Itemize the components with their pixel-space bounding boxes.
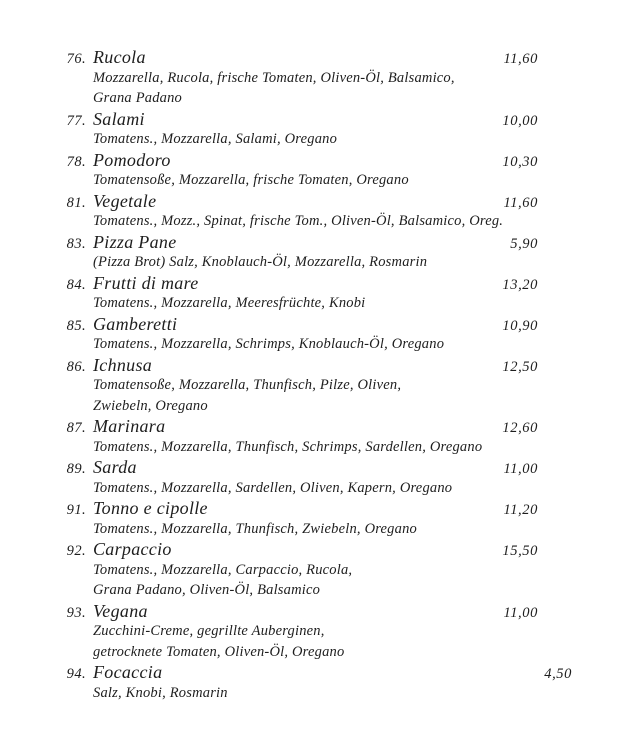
- menu-item-descriptions: [0, 252, 635, 273]
- menu-item-name: Ichnusa: [93, 354, 153, 375]
- menu-item-description-line: Tomatens., Mozzarella, Thunfisch, Zwiebeln, Oregano: [93, 520, 417, 537]
- menu-item-name: Vegetale: [93, 190, 157, 211]
- menu-item-description-line: (Pizza Brot) Salz, Knoblauch-Öl, Mozzarella, Rosmarin: [93, 254, 428, 270]
- menu-item-price: 15,50: [502, 543, 538, 559]
- menu-item: [0, 150, 635, 191]
- menu-item-head: [0, 539, 635, 560]
- menu-item-descriptions: [0, 683, 635, 704]
- menu-item-number: 77.: [66, 112, 86, 129]
- menu-item-description-line: Mozzarella, Rucola, frische Tomaten, Oliven-Öl, Balsamico,: [93, 69, 455, 86]
- menu-item-number: 87.: [66, 420, 86, 436]
- menu-item-number: 92.: [66, 543, 86, 559]
- menu-item: [0, 539, 635, 601]
- menu-item-price: 10,00: [502, 112, 538, 129]
- menu-item-description-line: Tomatens., Mozzarella, Carpaccio, Rucola,: [93, 561, 353, 578]
- menu-item-name: Gamberetti: [93, 313, 178, 334]
- menu-item-head: [0, 232, 635, 253]
- menu-item-head: [0, 498, 635, 519]
- menu-item-price: 12,50: [502, 358, 538, 375]
- menu-item-number: 76.: [66, 51, 86, 67]
- menu-item-number: 85.: [66, 317, 86, 334]
- menu-item: [0, 498, 635, 539]
- menu-item-head: [0, 109, 635, 130]
- menu-item: [0, 416, 635, 457]
- menu-item-price: 12,60: [502, 420, 538, 436]
- menu-item-price: 10,90: [502, 317, 538, 334]
- menu-item-number: 83.: [66, 235, 86, 252]
- menu-item: [0, 601, 635, 663]
- menu-item-description-line: Grana Padano: [93, 90, 182, 106]
- menu-item-descriptions: [0, 437, 635, 458]
- menu-item-price: 10,30: [502, 153, 538, 170]
- menu-item-descriptions: [0, 129, 635, 150]
- menu-item-name: Focaccia: [93, 662, 163, 682]
- menu-item-number: 91.: [66, 502, 86, 518]
- menu-item-name: Carpaccio: [93, 539, 172, 559]
- menu-item-head: [0, 273, 635, 294]
- menu-item-name: Salami: [93, 108, 145, 129]
- menu-item-number: 93.: [66, 604, 86, 621]
- menu-item: [0, 232, 635, 273]
- menu-item-description-line: Tomatens., Mozzarella, Thunfisch, Schrimps, Sardellen, Oregano: [93, 438, 483, 455]
- menu-item-name: Tonno e cipolle: [93, 498, 208, 518]
- menu-item-head: [0, 416, 635, 437]
- menu-item-description-line: Zwiebeln, Oregano: [93, 397, 208, 414]
- menu-item-descriptions: [0, 621, 635, 662]
- menu-item-description-line: Tomatens., Mozzarella, Schrimps, Knoblauch-Öl, Oregano: [93, 336, 445, 352]
- menu-item-descriptions: [0, 211, 635, 232]
- menu-item-price: 4,50: [544, 666, 572, 682]
- menu-item-description-line: Salz, Knobi, Rosmarin: [93, 684, 228, 701]
- menu-item-number: 84.: [66, 276, 86, 293]
- menu-item: [0, 47, 635, 109]
- menu-item-descriptions: [0, 519, 635, 540]
- menu-item-name: Sarda: [93, 457, 137, 477]
- menu-item-descriptions: [0, 560, 635, 601]
- menu-item-descriptions: [0, 478, 635, 499]
- menu-item-description-line: Tomatens., Mozzarella, Meeresfrüchte, Knobi: [93, 295, 366, 311]
- menu-item-head: [0, 662, 635, 683]
- menu-item-descriptions: [0, 293, 635, 314]
- menu-item-number: 78.: [66, 153, 86, 170]
- menu-item: [0, 109, 635, 150]
- menu-item-descriptions: [0, 334, 635, 355]
- menu-item-number: 94.: [66, 666, 86, 682]
- menu-item-name: Frutti di mare: [93, 272, 199, 293]
- menu-item-description-line: Tomatens., Mozzarella, Salami, Oregano: [93, 131, 338, 147]
- menu-item-number: 89.: [66, 461, 86, 477]
- menu-item-name: Vegana: [93, 600, 148, 621]
- menu-item-description-line: Tomatensoße, Mozzarella, Thunfisch, Pilze, Oliven,: [93, 377, 402, 393]
- menu-item-head: [0, 355, 635, 376]
- menu-item-price: 11,60: [503, 51, 538, 67]
- menu-item: [0, 457, 635, 498]
- menu-item-price: 5,90: [510, 235, 538, 252]
- menu-item-name: Marinara: [93, 416, 166, 436]
- menu-item: [0, 314, 635, 355]
- menu-item-head: [0, 314, 635, 335]
- menu-item-description-line: Tomatens., Mozzarella, Sardellen, Oliven, Kapern, Oregano: [93, 479, 453, 496]
- menu-item-descriptions: [0, 375, 635, 416]
- menu-item-price: 11,20: [503, 502, 538, 518]
- menu-item-description-line: Grana Padano, Oliven-Öl, Balsamico: [93, 582, 321, 598]
- menu-item: [0, 355, 635, 417]
- menu-item-descriptions: [0, 68, 635, 109]
- menu-item-head: [0, 150, 635, 171]
- menu-item-head: [0, 601, 635, 622]
- menu-item-name: Pizza Pane: [93, 231, 177, 252]
- menu-item-descriptions: [0, 170, 635, 191]
- menu-item: [0, 191, 635, 232]
- menu-item-description-line: Tomatensoße, Mozzarella, frische Tomaten, Oregano: [93, 172, 409, 188]
- menu-item: [0, 273, 635, 314]
- menu-item-price: 11,60: [503, 194, 538, 211]
- menu-item-head: [0, 191, 635, 212]
- menu-item-description-line: getrocknete Tomaten, Oliven-Öl, Oregano: [93, 643, 345, 660]
- menu-item: [0, 662, 635, 703]
- menu-item-name: Pomodoro: [93, 149, 171, 170]
- menu-item-head: [0, 47, 635, 68]
- menu-item-price: 13,20: [502, 276, 538, 293]
- menu-item-price: 11,00: [503, 604, 538, 621]
- menu-item-description-line: Zucchini-Creme, gegrillte Auberginen,: [93, 623, 325, 639]
- menu-item-head: [0, 457, 635, 478]
- menu-item-price: 11,00: [503, 461, 538, 477]
- menu-item-name: Rucola: [93, 47, 146, 67]
- menu-item-number: 81.: [66, 194, 86, 211]
- menu-item-number: 86.: [66, 358, 86, 375]
- menu-item-description-line: Tomatens., Mozz., Spinat, frische Tom., Oliven-Öl, Balsamico, Oreg.: [93, 213, 504, 229]
